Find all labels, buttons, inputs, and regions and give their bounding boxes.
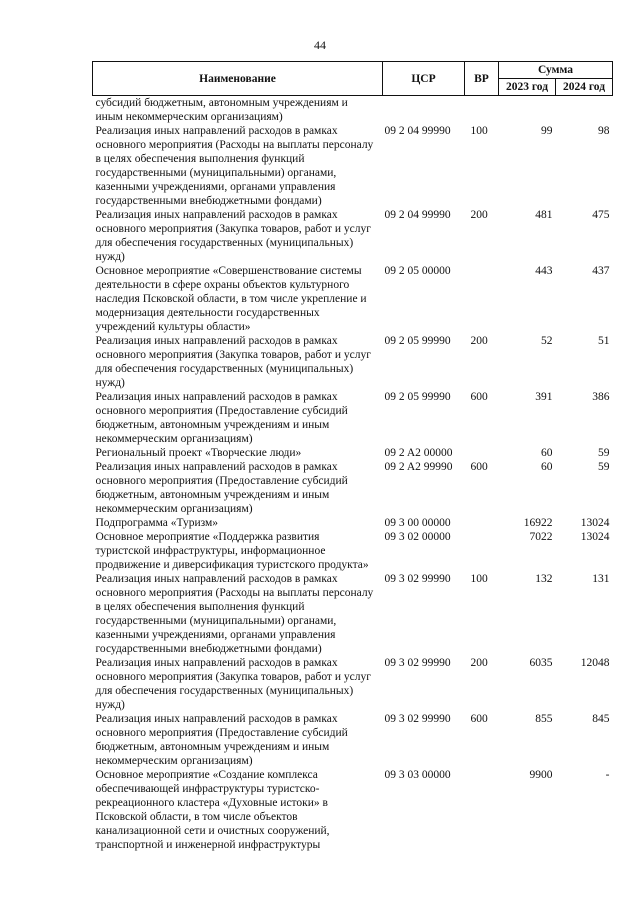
row-name: Основное мероприятие «Поддержка развития туристской инфраструктуры, информационное продвижение и диверсификация туристского продукта»	[95, 531, 369, 571]
row-sum-2023: 855	[535, 713, 553, 725]
row-name: субсидий бюджетным, автономным учреждениям и иным некоммерческим организациям)	[95, 97, 348, 123]
table-header	[93, 62, 613, 96]
row-sum-2024: 98	[598, 125, 610, 137]
table-row	[93, 334, 613, 390]
row-csr-code: 09 3 02 99990	[384, 573, 451, 585]
row-name: Реализация иных направлений расходов в рамках основного мероприятия (Закупка товаров, работ и услуг для обеспечения государственных (муниципальных) нужд)	[95, 657, 371, 711]
row-csr-code: 09 2 05 99990	[384, 391, 451, 403]
row-sum-2023: 481	[535, 209, 553, 221]
row-csr-code: 09 2 04 99990	[384, 209, 451, 221]
row-csr-code: 09 3 03 00000	[384, 769, 451, 781]
row-vr-code	[465, 264, 499, 334]
row-csr-code: 09 3 02 99990	[384, 657, 451, 669]
row-csr-code: 09 2 A2 00000	[384, 447, 453, 459]
table-row	[93, 446, 613, 460]
table-row	[93, 768, 613, 852]
row-csr-code: 09 2 05 00000	[384, 265, 451, 277]
header-vr: ВР	[465, 62, 499, 96]
row-vr-code	[465, 768, 499, 852]
row-vr-code	[465, 96, 499, 125]
row-sum-2023: 7022	[529, 531, 553, 543]
row-sum-2024: 51	[598, 335, 610, 347]
row-name: Реализация иных направлений расходов в рамках основного мероприятия (Предоставление субсидий бюджетным, автономным учреждениям и иным некоммерческим организациям)	[95, 461, 348, 515]
row-csr-code: 09 2 A2 99990	[384, 461, 453, 473]
row-name: Реализация иных направлений расходов в рамках основного мероприятия (Закупка товаров, работ и услуг для обеспечения государственных (муниципальных) нужд)	[95, 335, 371, 389]
row-sum-2024: 845	[592, 713, 610, 725]
row-vr-code: 200	[470, 335, 488, 347]
row-sum-2023: 16922	[523, 517, 553, 529]
header-year-2024: 2024 год	[556, 79, 613, 96]
row-sum-2024: 386	[592, 391, 610, 403]
row-name: Реализация иных направлений расходов в рамках основного мероприятия (Расходы на выплаты персоналу в целях обеспечения выполнения функций государственными (муниципальными) органами, казенными учреждениями, органами управления государственными внебюджетными фондами)	[95, 125, 374, 207]
row-vr-code	[465, 530, 499, 572]
table-row	[93, 712, 613, 768]
table-row	[93, 516, 613, 530]
row-vr-code: 600	[470, 713, 488, 725]
row-name: Основное мероприятие «Создание комплекса обеспечивающей инфраструктуры туристско-рекреационного кластера «Духовные истоки» в Псковской области, в том числе объектов канализационной сети и очистных сооружений, транспортной и инженерной инфраструктуры	[95, 769, 330, 851]
row-sum-2024: -	[605, 769, 610, 781]
row-sum-2023: 60	[541, 461, 553, 473]
row-name: Основное мероприятие «Совершенствование системы деятельности в сфере охраны объектов культурного наследия Псковской области, в том числе укрепление и модернизация деятельности государственных учреждений культуры области»	[95, 265, 367, 333]
row-csr-code: 09 2 04 99990	[384, 125, 451, 137]
row-csr-code: 09 3 02 00000	[384, 531, 451, 543]
row-vr-code	[465, 516, 499, 530]
header-year-2023: 2023 год	[499, 79, 556, 96]
row-sum-2024: 475	[592, 209, 610, 221]
row-sum-2023: 99	[541, 125, 553, 137]
table-row	[93, 460, 613, 516]
row-sum-2024: 437	[592, 265, 610, 277]
row-sum-2023: 6035	[529, 657, 553, 669]
table-row	[93, 390, 613, 446]
header-name: Наименование	[93, 62, 383, 96]
row-sum-2023: 52	[541, 335, 553, 347]
header-sum: Сумма	[499, 62, 613, 79]
header-csr: ЦСР	[383, 62, 465, 96]
budget-table	[92, 61, 613, 852]
row-csr-code: 09 3 02 99990	[384, 713, 451, 725]
row-sum-2023: 443	[535, 265, 553, 277]
row-sum-2024: 59	[598, 447, 610, 459]
row-csr-code	[383, 96, 465, 125]
row-vr-code: 100	[470, 573, 488, 585]
row-sum-2024	[556, 96, 613, 125]
table-row	[93, 124, 613, 208]
row-csr-code: 09 3 00 00000	[384, 517, 451, 529]
row-name: Региональный проект «Творческие люди»	[95, 447, 302, 459]
table-body	[93, 96, 613, 853]
row-vr-code: 600	[470, 391, 488, 403]
row-name: Подпрограмма «Туризм»	[95, 517, 219, 529]
row-name: Реализация иных направлений расходов в рамках основного мероприятия (Предоставление субсидий бюджетным, автономным учреждениям и иным некоммерческим организациям)	[95, 713, 348, 767]
row-sum-2023: 391	[535, 391, 553, 403]
table-row	[93, 96, 613, 125]
table-row	[93, 530, 613, 572]
table-row	[93, 656, 613, 712]
page-number: 44	[314, 38, 326, 52]
row-vr-code	[465, 446, 499, 460]
row-sum-2023: 9900	[529, 769, 553, 781]
row-vr-code: 600	[470, 461, 488, 473]
table-row	[93, 572, 613, 656]
row-sum-2024: 13024	[580, 517, 610, 529]
row-sum-2024: 12048	[580, 657, 610, 669]
row-vr-code: 200	[470, 657, 488, 669]
row-sum-2024: 59	[598, 461, 610, 473]
row-sum-2023: 132	[535, 573, 553, 585]
row-name: Реализация иных направлений расходов в рамках основного мероприятия (Предоставление субсидий бюджетным, автономным учреждениям и иным некоммерческим организациям)	[95, 391, 348, 445]
table-row	[93, 208, 613, 264]
row-sum-2023	[499, 96, 556, 125]
table-row	[93, 264, 613, 334]
row-sum-2023: 60	[541, 447, 553, 459]
row-vr-code: 100	[470, 125, 488, 137]
row-vr-code: 200	[470, 209, 488, 221]
row-sum-2024: 131	[592, 573, 610, 585]
row-name: Реализация иных направлений расходов в рамках основного мероприятия (Закупка товаров, работ и услуг для обеспечения государственных (муниципальных) нужд)	[95, 209, 371, 263]
row-name: Реализация иных направлений расходов в рамках основного мероприятия (Расходы на выплаты персоналу в целях обеспечения выполнения функций государственными (муниципальными) органами, казенными учреждениями, органами управления государственными внебюджетными фондами)	[95, 573, 374, 655]
row-csr-code: 09 2 05 99990	[384, 335, 451, 347]
row-sum-2024: 13024	[580, 531, 610, 543]
